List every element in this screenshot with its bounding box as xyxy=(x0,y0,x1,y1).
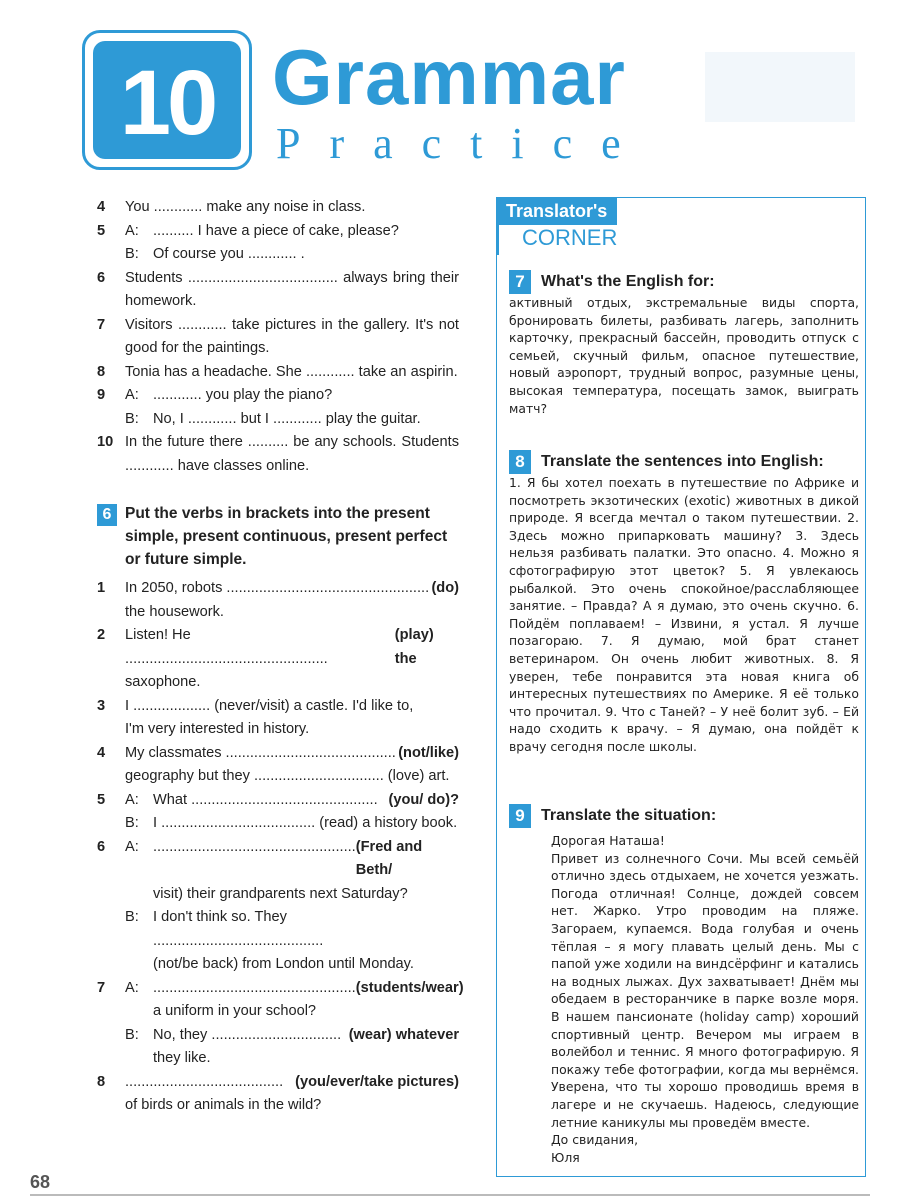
exercise-item xyxy=(97,977,464,1024)
speaker-label: A: xyxy=(125,791,139,808)
page-title: Grammar xyxy=(272,33,626,121)
letter-signature: Юля xyxy=(551,1149,580,1165)
exercise-item xyxy=(97,836,459,907)
letter-greeting: Дорогая Наташа! xyxy=(551,833,665,848)
list-item xyxy=(97,243,459,267)
item-number: 8 xyxy=(97,363,106,380)
item-continuation: they like. xyxy=(153,1050,211,1066)
speaker-label: B: xyxy=(125,909,139,925)
section-number: 7 xyxy=(509,270,531,294)
list-item xyxy=(97,196,459,220)
left-column xyxy=(97,196,464,1118)
page-subtitle: Practice xyxy=(276,119,650,168)
page-number: 68 xyxy=(30,1172,51,1192)
list-item xyxy=(97,384,459,408)
exercise-item xyxy=(97,1071,459,1118)
speaker-label: A: xyxy=(125,222,139,239)
corner-label-bottom: CORNER xyxy=(522,225,618,250)
section-title: Translate the situation: xyxy=(541,807,717,824)
section-number: 9 xyxy=(509,804,531,828)
verb-hint: (play) the xyxy=(394,627,434,667)
item-text: ............ you play the piano? xyxy=(153,387,333,403)
item-text: .................................................. xyxy=(153,979,356,996)
speaker-label: A: xyxy=(125,387,139,403)
item-text: I ...................................... (read) a history book. xyxy=(153,815,458,831)
item-text: What .............................................. xyxy=(153,791,378,808)
section-body: 1. Я бы хотел поехать в путешествие по Африке и посмотреть экзотических (exotic) животных в дикой природе. Я всегда мечтал о таком путешествии. 2. Здесь можно припарковать машину? 3. Здесь нельзя разбивать палатки. Это опасно. 4. Можно я сфотографирую этот цветок? 5. Я увлекаюсь рыбалкой. Это очень спокойное/расслабляющее занятие. – Правда? А я думаю, это очень скучно. 6. Пойдём поплаваем! – Извини, я устал. Я лучше позагораю. 7. Я думаю, мой брат станет ветеринаром. Он очень любит животных. 8. Я уверен, тебе понравится эта новая книга об интересных путешествиях по Америке. Я её только что прочитал. 9. Что с Таней? – У неё болит зуб. – Ей надо сходить к врачу. – Я думаю, она пойдёт к врачу сегодня после школы. xyxy=(509,475,859,754)
verb-hint: (Fred and Beth/ xyxy=(355,838,423,878)
exercise-item xyxy=(97,624,459,695)
letter-body: Привет из солнечного Сочи. Мы всей семьёй отлично здесь отдыхаем, не хочется уезжать. Погода отличная! Солнце, дождей совсем нет. Жарко. Утро проводим на пляже. Загораем, купаемся. Вода голубая и очень тёплая – я могу плавать целый день. Мы с папой уже ходили на виндсёрфинг и катались на водных лыжах. Дух захватывает! Днём мы обедаем в ресторанчике в парке возле моря. В нашем пансионате (holiday camp) хороший спортивный центр. Вечером мы играем в волейбол и теннис. Я много фотографирую. Я покажу тебе фотографии, когда мы вернёмся. Уверена, что ты хорошо проводишь время в лагере и не скучаешь. Надеюсь, следующие летние каникулы мы проведём вместе. xyxy=(551,850,859,1130)
section-9 xyxy=(509,804,859,1166)
item-text: .......... I have a piece of cake, please? xyxy=(153,222,399,239)
list-item xyxy=(97,314,459,361)
item-text: You ............ make any noise in class. xyxy=(125,199,366,215)
item-number xyxy=(97,1024,125,1071)
item-number: 1 xyxy=(97,580,106,596)
speaker-label: B: xyxy=(125,410,139,427)
list-item xyxy=(97,361,459,385)
exercise-item xyxy=(97,789,459,813)
item-number xyxy=(97,408,125,432)
exercise-6-list xyxy=(97,577,464,1118)
item-continuation: of birds or animals in the wild? xyxy=(125,1097,322,1113)
item-number: 7 xyxy=(97,316,106,333)
item-text: No, they ................................ xyxy=(153,1026,342,1043)
speaker-label: A: xyxy=(125,838,139,855)
item-number: 5 xyxy=(97,222,106,239)
item-text: My classmates .......................................... xyxy=(125,744,396,761)
exercise-item xyxy=(97,695,459,742)
item-text: I ................... (never/visit) a castle. I'd like to, xyxy=(125,697,414,714)
exercise-item xyxy=(97,1024,459,1071)
list-item xyxy=(97,220,459,244)
item-text: In the future there .......... be any schools. Students ............ have classes online. xyxy=(125,434,459,474)
list-item xyxy=(97,431,459,478)
item-text: No, I ............ but I ............ play the guitar. xyxy=(153,410,421,427)
item-text: In 2050, robots .................................................. xyxy=(125,580,430,596)
exercise-item xyxy=(97,812,459,836)
section-title: Translate the sentences into English: xyxy=(541,453,824,470)
section-8 xyxy=(509,450,859,756)
item-number: 5 xyxy=(97,791,106,808)
item-continuation: (not/be back) from London until Monday. xyxy=(153,956,414,972)
section-body: активный отдых, экстремальные виды спорта, бронировать билеты, разбивать лагерь, заполнить карточку, прекрасный бассейн, проводить отпуск с семьей, скучный фильм, опасное путешествие, новый аэропорт, трудный вопрос, разумные цены, высокая температура, посещать замок, выиграть матч? xyxy=(509,295,859,416)
item-text: Visitors ............ take pictures in the gallery. It's not good for the paintings. xyxy=(125,316,459,356)
item-number: 3 xyxy=(97,697,106,714)
exercise-title: Put the verbs in brackets into the present simple, present continuous, present perfect or future simple. xyxy=(125,505,448,568)
unit-number: 10 xyxy=(93,41,241,159)
section-number: 8 xyxy=(509,450,531,474)
speaker-label: A: xyxy=(125,979,139,996)
exercise-item xyxy=(97,742,459,789)
item-number: 7 xyxy=(97,979,106,996)
speaker-label: B: xyxy=(125,815,139,831)
item-number xyxy=(97,243,125,267)
item-number: 4 xyxy=(97,744,106,761)
item-number: 8 xyxy=(97,1073,106,1090)
verb-hint: (not/like) xyxy=(398,744,459,761)
item-text: I don't think so. They .......................................... xyxy=(153,909,324,949)
unit-badge xyxy=(82,30,252,170)
header-decoration xyxy=(705,52,855,122)
item-number: 4 xyxy=(97,199,106,215)
exercise-item xyxy=(97,577,459,624)
list-item xyxy=(97,267,459,314)
section-title: What's the English for: xyxy=(541,273,715,290)
item-number xyxy=(97,812,125,836)
item-text: Students ..................................... always bring their homework. xyxy=(125,269,459,309)
item-number: 10 xyxy=(97,434,114,450)
letter-closing: До свидания, xyxy=(551,1132,639,1148)
item-continuation: saxophone. xyxy=(125,674,201,690)
corner-label-top: Translator's xyxy=(496,197,617,225)
letter xyxy=(551,832,859,1166)
verb-hint: (you/ever/take pictures) xyxy=(295,1073,459,1090)
item-continuation: the housework. xyxy=(125,603,224,620)
item-text: Tonia has a headache. She ............ take an aspirin. xyxy=(125,363,458,380)
section-7 xyxy=(509,270,859,417)
item-number xyxy=(97,906,125,977)
modal-verbs-list xyxy=(97,196,459,478)
item-text: Of course you ............ . xyxy=(153,246,305,262)
item-continuation: visit) their grandparents next Saturday? xyxy=(153,885,408,902)
item-continuation: geography but they ................................ (love) art. xyxy=(125,768,450,784)
verb-hint: (students/wear) xyxy=(355,979,464,996)
exercise-6-header xyxy=(97,502,459,571)
verb-hint: (you/ do)? xyxy=(388,791,459,808)
item-text: ....................................... xyxy=(125,1073,284,1090)
page-bottom-rule xyxy=(30,1194,870,1196)
item-number: 6 xyxy=(97,838,106,855)
exercise-item xyxy=(97,906,459,977)
verb-hint: (do) xyxy=(431,580,459,596)
speaker-label: B: xyxy=(125,1026,139,1043)
verb-hint: (wear) whatever xyxy=(348,1026,459,1043)
item-continuation: I'm very interested in history. xyxy=(125,721,310,737)
item-number: 6 xyxy=(97,269,106,286)
item-number: 9 xyxy=(97,387,106,403)
list-item xyxy=(97,408,459,432)
item-text: .................................................. xyxy=(153,838,356,855)
speaker-label: B: xyxy=(125,246,139,262)
item-number: 2 xyxy=(97,627,106,643)
item-text: Listen! He .................................................. xyxy=(125,627,328,667)
exercise-number: 6 xyxy=(97,504,117,526)
item-continuation: a uniform in your school? xyxy=(153,1003,317,1019)
translators-corner xyxy=(496,197,866,1177)
